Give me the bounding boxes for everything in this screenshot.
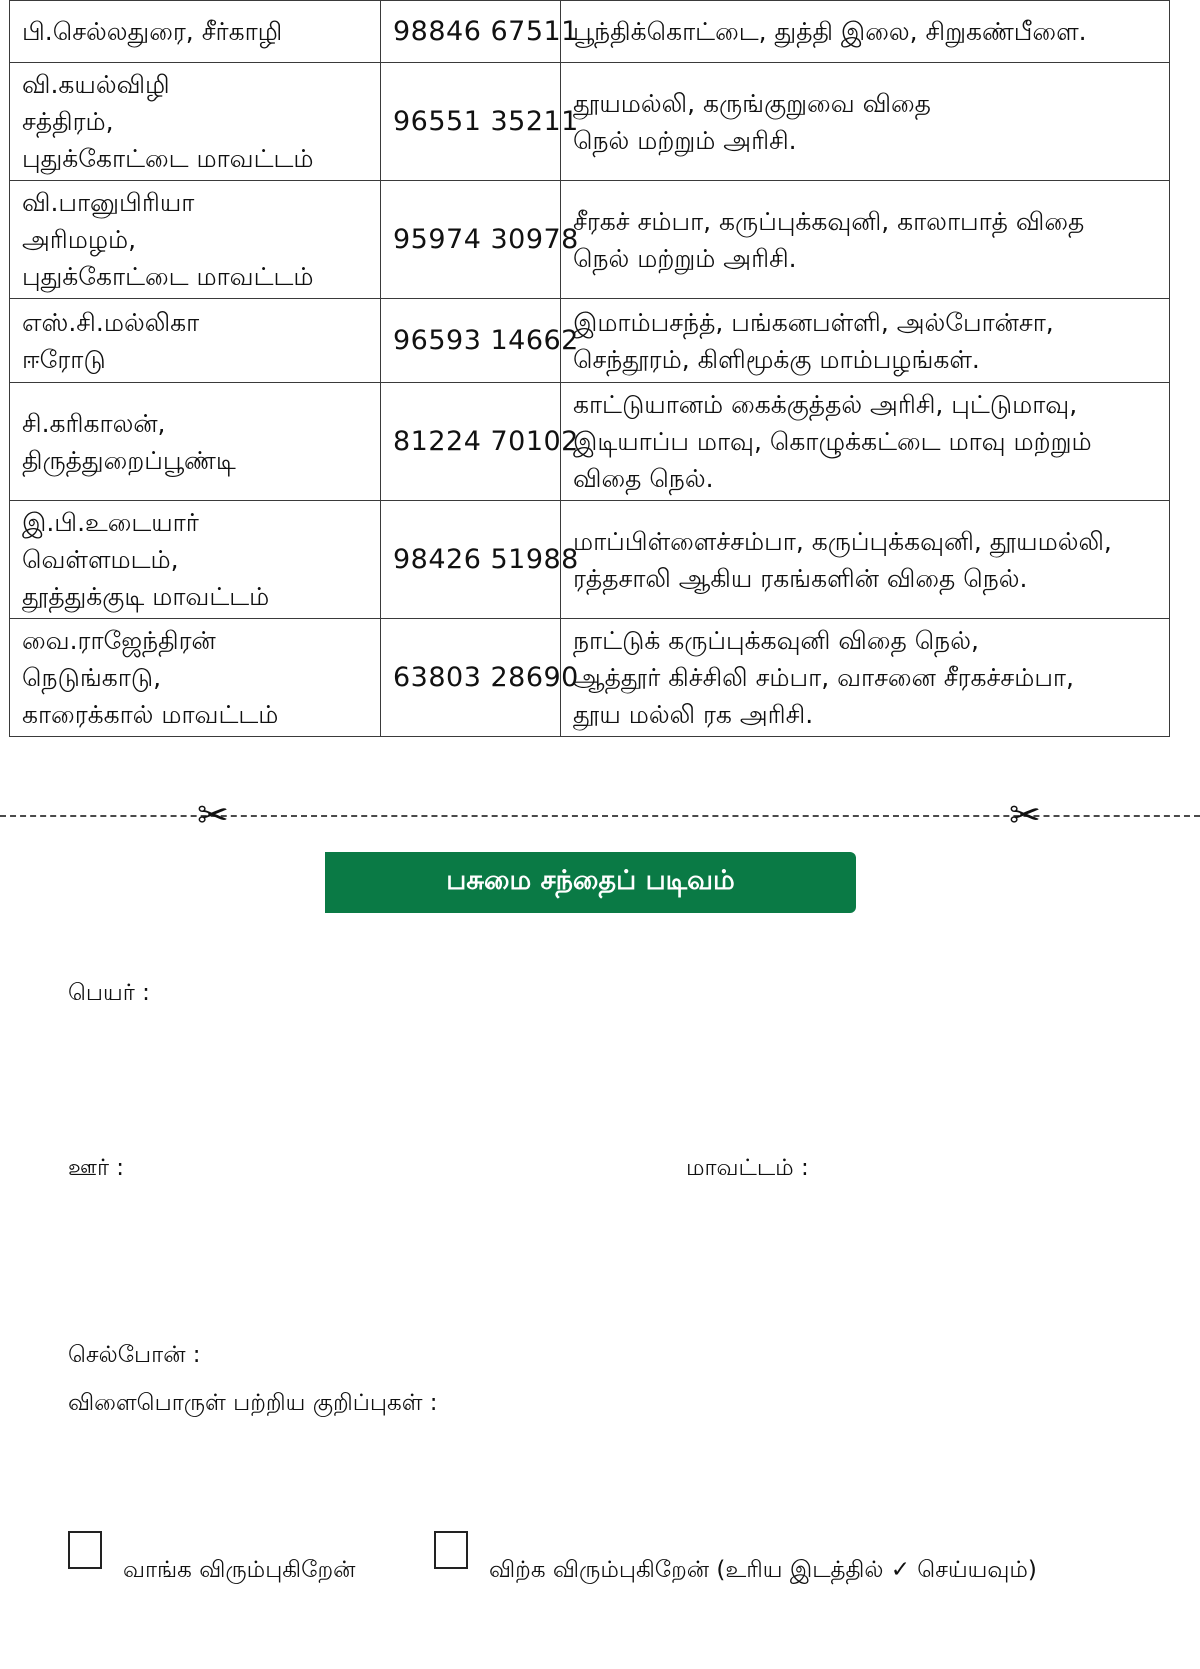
seller-product-line: ரத்தசாலி ஆகிய ரகங்களின் விதை நெல். bbox=[573, 563, 1028, 593]
seller-products-cell bbox=[561, 299, 1170, 383]
seller-products-cell bbox=[561, 181, 1170, 299]
name-field-label: பெயர் : bbox=[68, 980, 150, 1006]
cellphone-field-label: செல்போன் : bbox=[68, 1342, 201, 1368]
scissors-icon: ✂ bbox=[197, 793, 229, 837]
seller-row bbox=[10, 1, 1170, 63]
form-title: பசுமை சந்தைப் படிவம் bbox=[446, 865, 735, 896]
seller-name-line: இ.பி.உடையார் bbox=[22, 508, 199, 537]
seller-name-cell bbox=[10, 299, 381, 383]
seller-product-line: மாப்பிள்ளைச்சம்பா, கருப்புக்கவுனி, தூயமல்லி, bbox=[573, 526, 1112, 556]
seller-product-line: பூந்திக்கொட்டை, துத்தி இலை, சிறுகண்பீளை. bbox=[573, 17, 1087, 46]
seller-name-line: பி.செல்லதுரை, சீர்காழி bbox=[22, 17, 283, 46]
seller-table-body bbox=[10, 1, 1170, 737]
seller-products-cell bbox=[561, 501, 1170, 619]
buy-checkbox[interactable] bbox=[68, 1531, 102, 1569]
seller-product-line: தூய மல்லி ரக அரிசி. bbox=[573, 700, 814, 729]
buy-option-label: வாங்க விரும்புகிறேன் bbox=[123, 1557, 356, 1583]
seller-phone-cell bbox=[381, 63, 579, 181]
form-title-banner bbox=[325, 852, 856, 913]
seller-name-line: திருத்துறைப்பூண்டி bbox=[22, 445, 236, 475]
seller-product-line: இமாம்பசந்த், பங்கனபள்ளி, அல்போன்சா, bbox=[573, 307, 1054, 337]
seller-products-cell bbox=[561, 63, 1170, 181]
seller-product-line: சீரகச் சம்பா, கருப்புக்கவுனி, காலாபாத் விதை bbox=[573, 206, 1085, 236]
seller-name-cell bbox=[10, 1, 381, 63]
seller-phone-cell bbox=[381, 383, 579, 501]
seller-table bbox=[9, 0, 1170, 737]
seller-name-cell bbox=[10, 181, 381, 299]
seller-phone: 95974 30978 bbox=[393, 224, 579, 255]
seller-name-line: புதுக்கோட்டை மாவட்டம் bbox=[22, 144, 314, 173]
seller-row bbox=[10, 299, 1170, 383]
seller-phone: 81224 70102 bbox=[393, 426, 579, 457]
seller-name-line: வி.பானுபிரியா bbox=[22, 188, 195, 217]
seller-name-line: எஸ்.சி.மல்லிகா bbox=[22, 307, 200, 337]
seller-product-line: நெல் மற்றும் அரிசி. bbox=[573, 243, 797, 273]
seller-name-line: புதுக்கோட்டை மாவட்டம் bbox=[22, 262, 314, 291]
seller-phone: 96551 35211 bbox=[393, 106, 579, 137]
seller-row bbox=[10, 181, 1170, 299]
seller-name-cell bbox=[10, 63, 381, 181]
seller-product-line: நாட்டுக் கருப்புக்கவுனி விதை நெல், bbox=[573, 626, 979, 655]
seller-phone: 98846 67511 bbox=[393, 16, 579, 47]
seller-product-line: செந்தூரம், கிளிமூக்கு மாம்பழங்கள். bbox=[573, 344, 980, 374]
seller-phone-cell bbox=[381, 299, 579, 383]
seller-row bbox=[10, 619, 1170, 737]
seller-name-line: ஈரோடு bbox=[22, 344, 106, 374]
seller-phone-cell bbox=[381, 619, 579, 737]
seller-phone: 98426 51988 bbox=[393, 544, 579, 575]
seller-row bbox=[10, 63, 1170, 181]
seller-phone: 63803 28690 bbox=[393, 662, 579, 693]
seller-product-line: காட்டுயானம் கைக்குத்தல் அரிசி, புட்டுமாவு, bbox=[573, 390, 1078, 419]
sell-option-label: விற்க விரும்புகிறேன் (உரிய இடத்தில் ✓ செய்யவும்) bbox=[489, 1557, 1037, 1583]
seller-name-line: வி.கயல்விழி bbox=[22, 70, 170, 99]
seller-name-line: வெள்ளமடம், bbox=[22, 545, 179, 574]
scissors-icon: ✂ bbox=[1009, 793, 1041, 837]
seller-products-cell bbox=[561, 383, 1170, 501]
seller-name-cell bbox=[10, 501, 381, 619]
seller-product-line: நெல் மற்றும் அரிசி. bbox=[573, 125, 797, 155]
district-field-label: மாவட்டம் : bbox=[686, 1155, 809, 1181]
seller-products-cell bbox=[561, 619, 1170, 737]
seller-name-line: நெடுங்காடு, bbox=[22, 663, 162, 692]
seller-phone-cell bbox=[381, 501, 579, 619]
seller-name-line: அரிமழம், bbox=[22, 225, 137, 254]
seller-name-line: தூத்துக்குடி மாவட்டம் bbox=[22, 582, 270, 611]
seller-product-line: விதை நெல். bbox=[573, 464, 714, 493]
seller-phone-cell bbox=[381, 1, 579, 63]
seller-product-line: தூயமல்லி, கருங்குறுவை விதை bbox=[573, 88, 931, 118]
seller-name-cell bbox=[10, 383, 381, 501]
sell-checkbox[interactable] bbox=[434, 1531, 468, 1569]
seller-products-cell bbox=[561, 1, 1170, 63]
seller-row bbox=[10, 501, 1170, 619]
product-notes-field-label: விளைபொருள் பற்றிய குறிப்புகள் : bbox=[68, 1390, 438, 1416]
town-field-label: ஊர் : bbox=[68, 1155, 125, 1181]
seller-phone-cell bbox=[381, 181, 579, 299]
seller-name-line: காரைக்கால் மாவட்டம் bbox=[22, 700, 279, 729]
seller-product-line: ஆத்தூர் கிச்சிலி சம்பா, வாசனை சீரகச்சம்பா, bbox=[573, 663, 1074, 692]
seller-name-cell bbox=[10, 619, 381, 737]
seller-row bbox=[10, 383, 1170, 501]
seller-name-line: சத்திரம், bbox=[22, 107, 114, 136]
seller-phone: 96593 14662 bbox=[393, 325, 579, 356]
seller-product-line: இடியாப்ப மாவு, கொழுக்கட்டை மாவு மற்றும் bbox=[573, 427, 1092, 456]
seller-name-line: சி.கரிகாலன், bbox=[22, 408, 166, 438]
seller-name-line: வை.ராஜேந்திரன் bbox=[22, 626, 216, 655]
